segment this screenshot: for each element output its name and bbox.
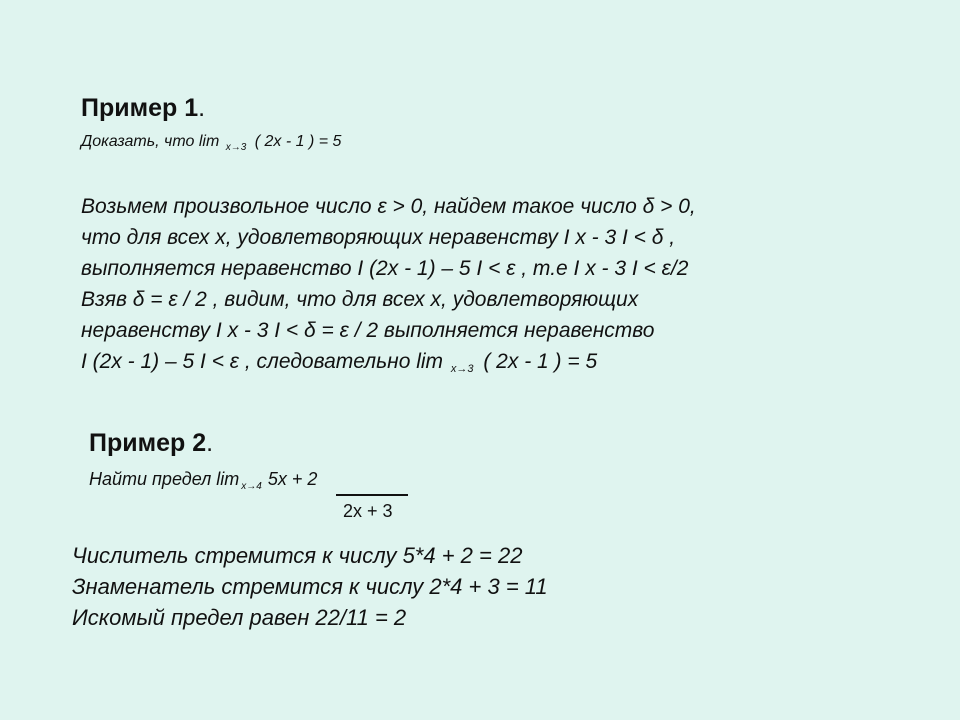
- example1-task-prefix: Доказать, что lim: [81, 133, 224, 150]
- example2-solution: [72, 540, 548, 633]
- solution-line: неравенству I x - 3 I < δ = ε / 2 выполняется неравенство: [81, 319, 655, 342]
- solution-line: Числитель стремится к числу 5*4 + 2 = 22: [72, 543, 523, 568]
- fraction-numerator: 5x + 2: [267, 469, 318, 489]
- example1-title: [81, 94, 205, 123]
- last-line-suffix: ( 2x - 1 ) = 5: [477, 350, 598, 373]
- solution-line: выполняется неравенство I (2x - 1) – 5 I < ε , т.е I x - 3 I < ε/2: [81, 257, 689, 280]
- fraction-denominator: 2x + 3: [343, 501, 393, 521]
- last-line-subscript: x→3: [450, 363, 474, 375]
- example2-title: [89, 429, 213, 458]
- example2-task-prefix: Найти предел lim: [89, 469, 240, 489]
- solution-line: что для всех х, удовлетворяющих неравенству I x - 3 I < δ ,: [81, 226, 676, 249]
- example1-title-text: Пример 1: [81, 94, 199, 122]
- example2-task-subscript: x→4: [241, 481, 262, 492]
- solution-line: Возьмем произвольное число ε > 0, найдем такое число δ > 0,: [81, 195, 696, 218]
- example2-task: [89, 469, 317, 492]
- last-line-prefix: I (2x - 1) – 5 I < ε , следовательно lim: [81, 350, 449, 373]
- solution-line: Знаменатель стремится к числу 2*4 + 3 = 11: [72, 574, 548, 599]
- example1-title-dot: .: [198, 94, 206, 122]
- example1-task-suffix: ( 2x - 1 ) = 5: [250, 133, 342, 150]
- example1-solution: [81, 191, 696, 377]
- solution-line-last: [81, 346, 696, 377]
- example1-task: [81, 133, 341, 153]
- example2-title-text: Пример 2: [89, 429, 207, 457]
- solution-line: Искомый предел равен 22/11 = 2: [72, 605, 407, 630]
- example1-task-subscript: x→3: [225, 142, 247, 153]
- fraction-bar: [336, 494, 408, 496]
- solution-line: Взяв δ = ε / 2 , видим, что для всех х, удовлетворяющих: [81, 288, 639, 311]
- example2-title-dot: .: [206, 429, 214, 457]
